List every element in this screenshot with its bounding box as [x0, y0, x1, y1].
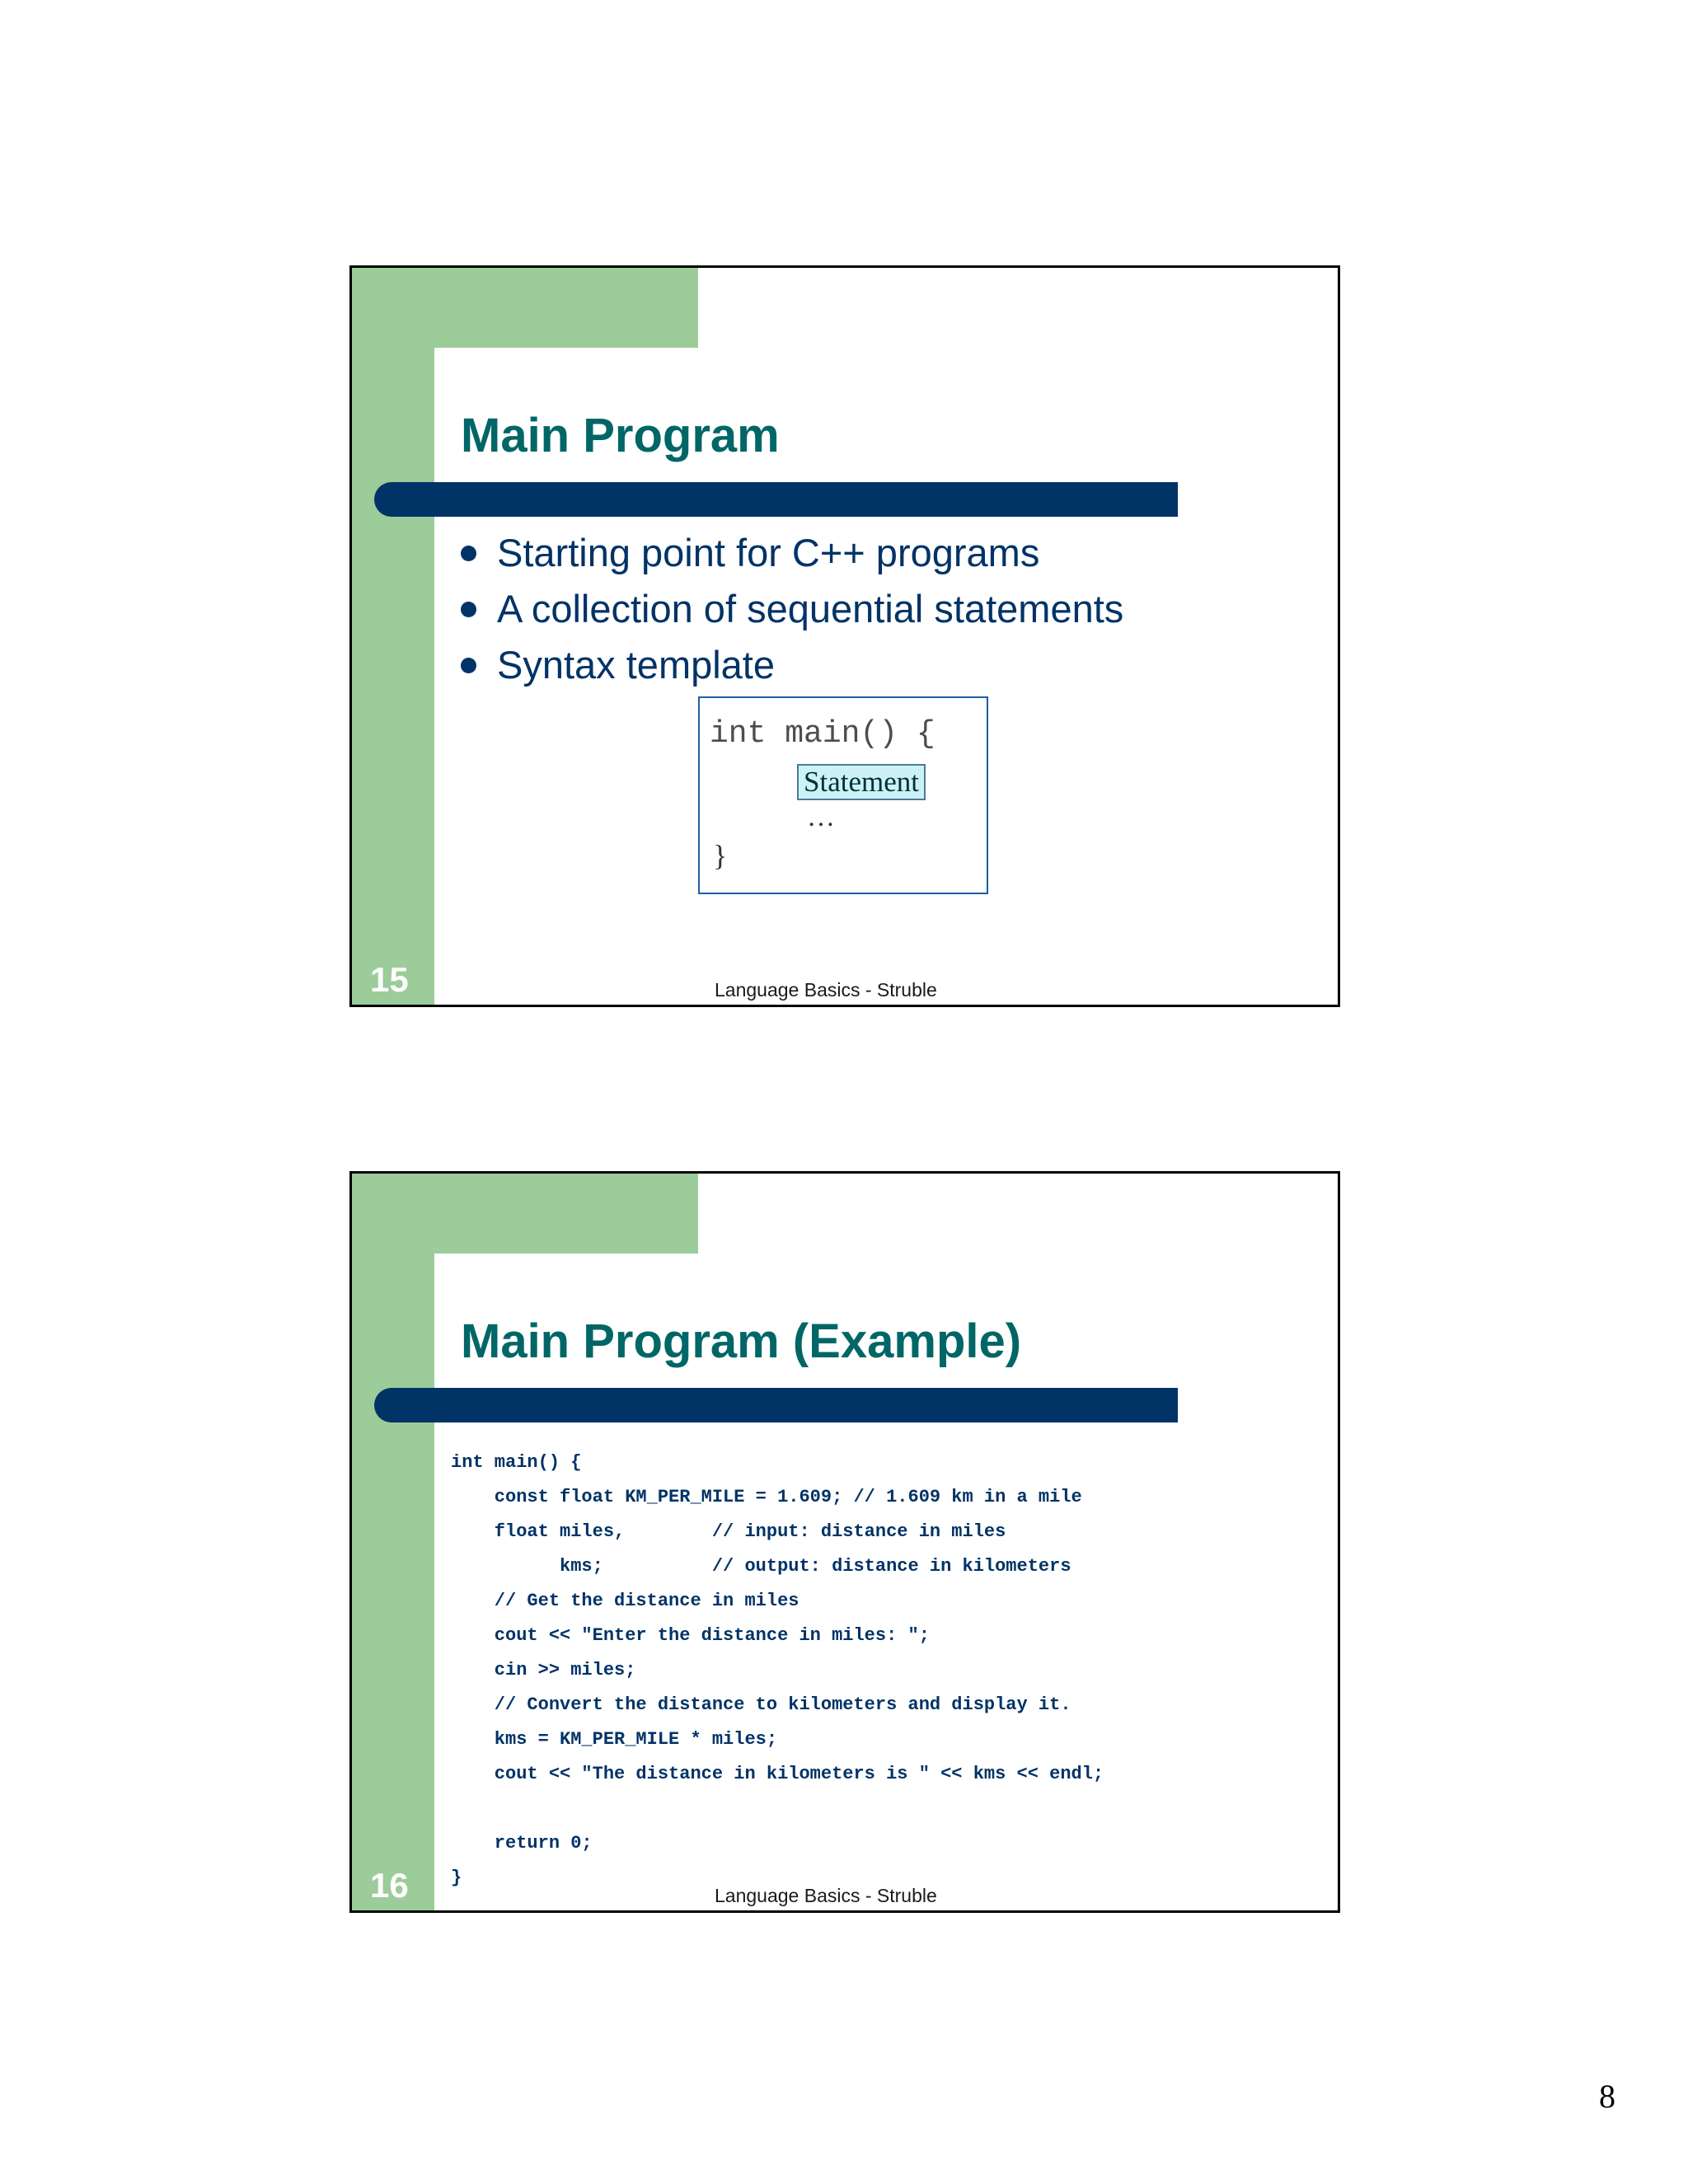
slide-title: Main Program (Example) — [461, 1315, 1022, 1368]
bullet-dot-icon — [461, 546, 476, 561]
code-line: // Convert the distance to kilometers and display it. — [451, 1694, 1071, 1715]
syntax-ellipsis: … — [807, 802, 835, 832]
slide-green-header-block — [352, 1174, 698, 1254]
code-line: float miles, // input: distance in miles — [451, 1521, 1006, 1542]
slide-16 — [349, 1171, 1340, 1913]
slide-green-sidebar — [352, 1174, 434, 1910]
syntax-template-box — [698, 696, 988, 894]
bullet-text: Starting point for C++ programs — [497, 531, 1040, 574]
slide-number: 15 — [370, 960, 409, 999]
syntax-main-signature: int main() { — [710, 716, 935, 752]
slide-footer: Language Basics - Struble — [715, 979, 937, 1001]
bullet-item — [461, 581, 1123, 637]
code-line: kms; // output: distance in kilometers — [451, 1556, 1071, 1577]
title-underline-bar — [374, 1388, 1178, 1422]
bullet-text: A collection of sequential statements — [497, 587, 1124, 630]
code-line: return 0; — [451, 1833, 593, 1854]
bullet-list — [461, 525, 1123, 693]
bullet-dot-icon — [461, 658, 476, 673]
code-line — [451, 1792, 1104, 1826]
code-line: int main() { — [451, 1452, 582, 1473]
bullet-dot-icon — [461, 602, 476, 617]
code-line: cout << "The distance in kilometers is " << kms << endl; — [451, 1764, 1104, 1784]
slide-green-header-block — [352, 268, 698, 348]
slide-title: Main Program — [461, 409, 780, 462]
code-line: cin >> miles; — [451, 1660, 636, 1680]
title-underline-bar — [374, 482, 1178, 517]
syntax-closing-brace: } — [713, 839, 728, 872]
bullet-text: Syntax template — [497, 643, 776, 687]
code-line: } — [451, 1868, 462, 1888]
bullet-item — [461, 637, 1123, 693]
slide-footer: Language Basics - Struble — [715, 1885, 937, 1906]
slide-15 — [349, 265, 1340, 1007]
code-line: kms = KM_PER_MILE * miles; — [451, 1729, 778, 1750]
code-example — [451, 1446, 1104, 1896]
code-line: cout << "Enter the distance in miles: "; — [451, 1625, 930, 1646]
code-line: // Get the distance in miles — [451, 1591, 799, 1611]
code-line: const float KM_PER_MILE = 1.609; // 1.609 km in a mile — [451, 1487, 1082, 1507]
page-number: 8 — [1599, 2078, 1615, 2115]
slide-green-sidebar — [352, 268, 434, 1005]
slide-number: 16 — [370, 1866, 409, 1905]
bullet-item — [461, 525, 1123, 581]
syntax-statement-box: Statement — [797, 764, 926, 800]
